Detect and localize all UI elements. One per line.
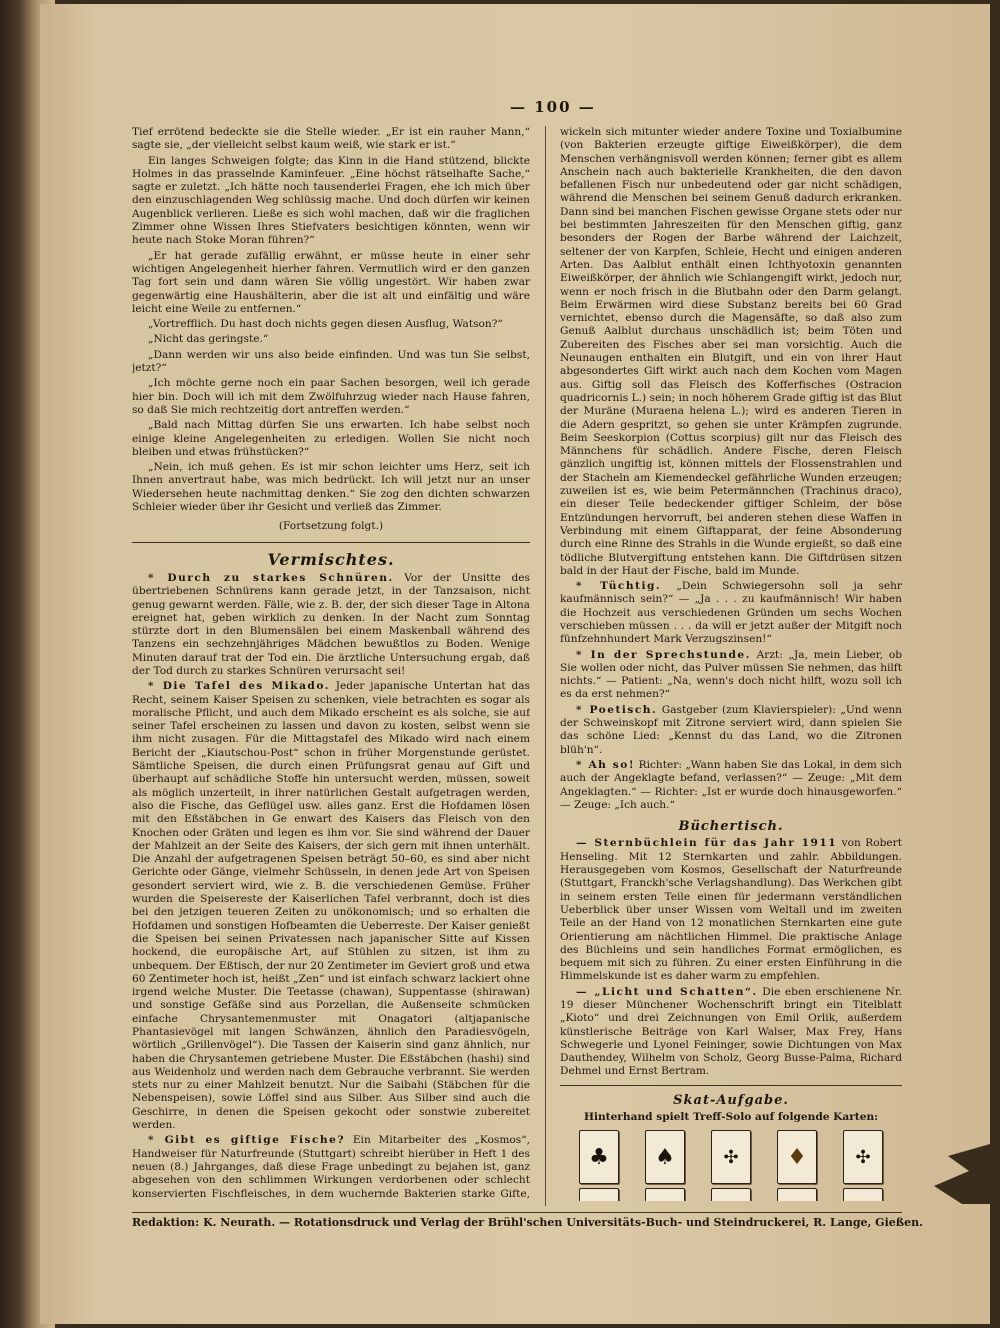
misc-item-lead: * Durch zu starkes Schnüren.: [148, 571, 394, 584]
misc-section-title: Vermischtes.: [267, 549, 395, 569]
page-number: — 100 —: [510, 98, 596, 116]
joke-text: Gastgeber (zum Klavierspieler): „Und wenn der Schweinskopf mit Zitrone serviert wird, dann spielen Sie das schöne Lied: „Kennst du das Land, wo die Zitronen blüh'n“.: [560, 703, 902, 756]
skat-subtitle: Hinterhand spielt Treff-Solo auf folgende Karten:: [583, 1111, 879, 1124]
right-column: [560, 126, 902, 1201]
misc-item: [132, 572, 530, 678]
joke-item: [560, 704, 902, 757]
misc-item-lead: * Gibt es giftige Fische?: [148, 1134, 346, 1147]
book-lead: — „Licht und Schatten“.: [576, 985, 758, 998]
playing-card: [777, 1188, 817, 1201]
playing-card: [579, 1188, 619, 1201]
playing-card: ♦: [777, 1130, 817, 1184]
playing-card: [711, 1188, 751, 1201]
playing-card: [645, 1188, 685, 1201]
misc-item-text: Jeder japanische Untertan hat das Recht, seinem Kaiser Speisen zu schenken, viele betrachten es sogar als moralische Pflicht, und auch dem Mikado erscheint es als solche, sie auf seiner Tafel erscheinen zu lassen und davon zu kosten, selbst wenn sie ihm nicht zusagen. Für die Mittagstafel des Mikado wird nach einem Bericht der „Kiautschou-Post“ schon in früher Morgenstunde gerüstet. Sämtliche Speisen, die durch einen Prüfungsrat genau auf Gift und überhaupt auf schädliche Stoffe hin untersucht werden, müssen, soweit als möglich unzerteilt, in ihrer natürlichen Gestalt aufgetragen werden, also die Fische, das Geflügel usw. alles ganz. Erst die Hofdamen lösen mit den Eßstäbchen in Ge enwart des Kaisers das Fleisch von den Knochen oder Gräten und legen es ihm vor. Sie sind während der Dauer der Mahlzeit an der Seite des Kaisers, der sich gern mit ihnen unterhält. Die Anzahl der aufgetragenen Speisen beträgt 50–60, es sind aber nicht Gerichte oder Gänge, vielmehr Schüsseln, in denen jede Art von Speisen gesondert serviert wird, wie z. B. die verschiedenen Gemüse. Früher wurden die Speisereste der Kaiserlichen Tafel verbrannt, doch ist dies bei den jetzigen teueren Zeiten zu unökonomisch; und so erhalten die Hofdamen und sonstigen Hofbeamten die Ueberreste. Der Kaiser genießt die Speisen bei seinen Privatessen nach japanischer Sitte auf Kissen hockend, die europäische Art, auf Stühlen zu sitzen, ist ihm zu unbequem. Der Eßtisch, der nur 20 Zentimeter im Geviert groß und etwa 60 Zentimeter hoch ist, heißt „Zen“ und ist einfach schwarz lackiert ohne irgend welche Muster. Die Teetasse (chawan), Suppentasse (shirawan) und sonstige Gefäße sind aus Porzellan, die Außenseite schmücken einfache Chrysantemenmuster mit Onagatori (altjapanische Phantasievögel mit langen Schwänzen, ähnlich den Paradiesvögeln, wörtlich „Grillenvögel“). Die Tassen der Kaiserin sind ganz ähnlich, nur haben die Chrysantemen getriebene Muster. Die Eßstäbchen (hashi) sind aus Weidenholz und werden nach dem Gebrauche verbrannt. Sie werden stets nur zu einer Mahlzeit benutzt. Nur die Saibahi (Stäbchen für die Nebenspeisen), sowie Löffel sind aus Silber. Aus Silber sind auch die Geschirre, in denen die Speisen gekocht oder sonstwie zubereitet werden.: [132, 680, 530, 1132]
playing-card: ✣: [711, 1130, 751, 1184]
story-paragraph: „Vortrefflich. Du hast doch nichts gegen diesen Ausflug, Watson?“: [148, 318, 503, 331]
joke-item: [560, 580, 902, 646]
story-paragraph: Ein langes Schweigen folgte; das Kinn in die Hand stützend, blickte Holmes in das prasselnde Kaminfeuer. „Eine höchst rätselhafte Sache,“ sagte er zuletzt. „Ich hätte noch tausenderlei Fragen, ehe ich mich über den einzuschlagenden Weg schlüssig mache. Und doch dürfen wir keinen Augenblick verlieren. Ließe es sich wohl machen, daß wir die fraglichen Zimmer ohne Wissen Ihres Stiefvaters besichtigen könnten, wenn wir heute nach Stoke Moran führen?“: [132, 154, 530, 247]
story-paragraph: „Dann werden wir uns also beide einfinden. Und was tun Sie selbst, jetzt?“: [132, 348, 530, 375]
story-text: [132, 126, 530, 514]
story-paragraph: „Er hat gerade zufällig erwähnt, er müsse heute in einer sehr wichtigen Angelegenheit hierher fahren. Vermutlich wird er den ganzen Tag fort sein und dann wären Sie völlig ungestört. Wir haben zwar gegenwärtig eine Haushälterin, aber die ist alt und einfältig und wäre leicht eine Weile zu entfernen.“: [132, 249, 530, 315]
torn-corner: [920, 1144, 990, 1204]
fish-article-continued: wickeln sich mitunter wieder andere Toxine und Toxialbumine (von Bakterien erzeugte giftige Eiweißkörper), die dem Menschen verhängnisvoll werden können; ferner gibt es allem Anschein nach auch bakterielle Krankheiten, die den davon befallenen Fisch nur unbedeutend oder gar nicht schädigen, während die Menschen bei seinem Genuß dadurch erkranken. Dann sind bei manchen Fischen gewisse Organe stets oder nur bei bestimmten Jahreszeiten für den Menschen giftig, ganz besonders der Rogen der Barbe während der Laichzeit, seltener der von Karpfen, Schleie, Hecht und einigen anderen Arten. Das Aalblut enthält einen Ichthyotoxin genannten Eiweißkörper, der ähnlich wie Schlangengift wirkt, jedoch nur, wenn er noch frisch in die Blutbahn oder den Darm gelangt. Beim Erwärmen wird diese Substanz bereits bei 60 Grad vernichtet, ebenso durch die Magensäfte, so daß also zum Genuß Aalblut durchaus unschädlich ist; beim Töten und Zubereiten des Fisches aber sei man vorsichtig. Auch die Neunaugen enthalten ein Blutgift, und ein von ihrer Haut abgesondertes Gift wirkt auch nach dem Kochen vom Magen aus. Giftig soll das Fleisch des Kofferfisches (Ostracion quadricornis L.) sein; in noch höherem Grade giftig ist das Blut der Muräne (Muraena helena L.); wird es anderen Tieren in die Adern gespritzt, so gehen sie unter Krämpfen zugrunde. Beim Seeskorpion (Cottus scorpius) gilt nur das Fleisch des Männchens für schädlich. Andere Fische, deren Fleisch gänzlich ungiftig ist, können mittels der Flossenstrahlen und der Stacheln am Kiemendeckel gefährliche Wunden erzeugen; zuweilen ist es, wie beim Petermännchen (Trachinus draco), ein dieser Teile bedeckender giftiger Schleim, der böse Entzündungen hervorruft, bei anderen stehen diese Waffen in Verbindung mit einem Giftapparat, der feine Absonderung durch eine Rinne des Strahls in die Wunde ergießt, so daß eine tödliche Blutvergiftung entstehen kann. Die Giftdrüsen sitzen bald in der Haut der Fische, bald im Munde.: [560, 126, 902, 577]
joke-item: [560, 649, 902, 702]
playing-card: [843, 1188, 883, 1201]
books-section-title: Büchertisch.: [678, 819, 784, 835]
story-paragraph: „Bald nach Mittag dürfen Sie uns erwarten. Ich habe selbst noch einige kleine Angelegenheiten zu erledigen. Wollen Sie nicht noch bleiben und etwas frühstücken?“: [132, 419, 530, 458]
misc-item: [132, 680, 530, 1132]
book-text: von Robert Henseling. Mit 12 Sternkarten und zahlr. Abbildungen. Herausgegeben vom Kosmos, Gesellschaft der Naturfreunde (Stuttgart, Franckh'sche Verlagshandlung). Das Werkchen gibt in seinem ersten Teile einen für jedermann verständlichen Ueberblick über unser Wissen vom Weltall und im zweiten Teile an der Hand von 12 monatlichen Sternkarten eine gute Orientierung am nächtlichen Himmel. Die praktische Anlage des Büchleins und sein handliches Format ermöglichen, es bequem mit sich zu führen. Zu einer ersten Einführung in die Himmelskunde ist es daher warm zu empfehlen.: [560, 837, 902, 983]
joke-text: „Dein Schwiegersohn soll ja sehr kaufmännisch sein?“ — „Ja . . . zu kaufmännisch! Wir haben die Hochzeit aus verschiedenen Gründen um sechs Wochen verschieben müssen . . . da will er jetzt außer der Mitgift noch fünfzehnhundert Mark Verzugszinsen!“: [560, 580, 902, 646]
misc-item: [132, 1134, 530, 1201]
section-rule: [132, 542, 530, 543]
joke-lead: * In der Sprechstunde.: [576, 648, 751, 661]
joke-text: Arzt: „Ja, mein Lieber, ob Sie wollen oder nicht, das Pulver müssen Sie nehmen, das hilft nichts.“ — Patient: „Na, wenn's doch nicht hilft, wozu soll ich es da erst nehmen?“: [560, 648, 902, 701]
column-divider: [545, 126, 546, 1206]
book-lead: — Sternbüchlein für das Jahr 1911: [576, 837, 838, 850]
continued-note: (Fortsetzung folgt.): [278, 520, 384, 533]
left-column: [132, 126, 530, 1201]
skat-title: Skat-Aufgabe.: [673, 1092, 789, 1108]
story-paragraph: „Nein, ich muß gehen. Es ist mir schon leichter ums Herz, seit ich Ihnen anvertraut habe, was mich bedrückt. Ich will jetzt nur an unser Wiedersehen heute nachmittag denken.“ Sie zog den dichten schwarzen Schleier wieder über ihr Gesicht und verließ das Zimmer.: [132, 461, 530, 514]
book-item: [560, 986, 902, 1079]
playing-card: ✣: [843, 1130, 883, 1184]
misc-item-text: Vor der Unsitte des übertriebenen Schnürens kann gerade jetzt, in der Tanzsaison, nicht genug gewarnt werden. Fälle, wie z. B. der, der sich dieser Tage in Altona ereignet hat, geben wirklich zu denken. In der Nacht zum Sonntag stürzte dort in den Blumensälen bei einem Maskenball während des Tanzens ein sechzehnjähriges Mädchen bewußtlos zu Boden. Wenige Minuten darauf trat der Tod ein. Die ärztliche Untersuchung ergab, daß der Tod durch zu starkes Schnüren verursacht sei!: [132, 571, 530, 677]
misc-item-text: Ein Mitarbeiter des „Kosmos“, Handweiser für Naturfreunde (Stuttgart) schreibt hierüber in Heft 1 des neuen (8.) Jahrganges, daß diese Frage unbedingt zu bejahen ist, ganz abgesehen von den schlimmen Wirkungen verdorbenen oder schlecht konservierten Fischfleisches, in dem wuchernde Bakterien starke Gifte,: [132, 1134, 530, 1200]
playing-card: ♠: [645, 1130, 685, 1184]
misc-item-lead: * Die Tafel des Mikado.: [148, 680, 330, 693]
cards-row-bottom: [566, 1188, 896, 1201]
section-rule: [560, 1085, 902, 1086]
joke-item: [560, 759, 902, 812]
joke-lead: * Ah so!: [576, 758, 635, 771]
cards-row-top: [566, 1130, 896, 1184]
book-text: Die eben erschienene Nr. 19 dieser Münchener Wochenschrift bringt ein Titelblatt „Kioto“ und drei Zeichnungen von Emil Orlik, außerdem künstlerische Beiträge von Karl Walser, Max Frey, Hans Schwegerle und Lyonel Feininger, sowie Dichtungen von Max Dauthendey, Wilhelm von Scholz, Georg Busse-Palma, Richard Dehmel und Ernst Bertram.: [560, 985, 902, 1078]
imprint-footer: Redaktion: K. Neurath. — Rotationsdruck und Verlag der Brühl'schen Universitäts-Buch- und Steindruckerei, R. Lange, Gießen.: [132, 1212, 902, 1229]
story-paragraph: „Ich möchte gerne noch ein paar Sachen besorgen, weil ich gerade hier bin. Doch will ich mit dem Zwölfuhrzug wieder nach Hause fahren, so daß Sie mich rechtzeitig dort antreffen werden.“: [132, 377, 530, 416]
joke-lead: * Poetisch.: [576, 703, 658, 716]
skat-puzzle: [560, 1094, 902, 1201]
book-item: [560, 837, 902, 983]
story-paragraph: Tief errötend bedeckte sie die Stelle wieder. „Er ist ein rauher Mann,“ sagte sie, „der vielleicht selbst kaum weiß, wie stark er ist.“: [132, 126, 530, 152]
joke-lead: * Tüchtig.: [576, 580, 662, 593]
joke-text: Richter: „Wann haben Sie das Lokal, in dem sich auch der Angeklagte befand, verlassen?“ — Zeuge: „Mit dem Angeklagten.“ — Richter: „Ist er wurde doch hinausgeworfen.“ — Zeuge: „Ich auch.“: [560, 758, 902, 811]
story-paragraph: „Nicht das geringste.“: [148, 333, 269, 346]
playing-card: ♣: [579, 1130, 619, 1184]
